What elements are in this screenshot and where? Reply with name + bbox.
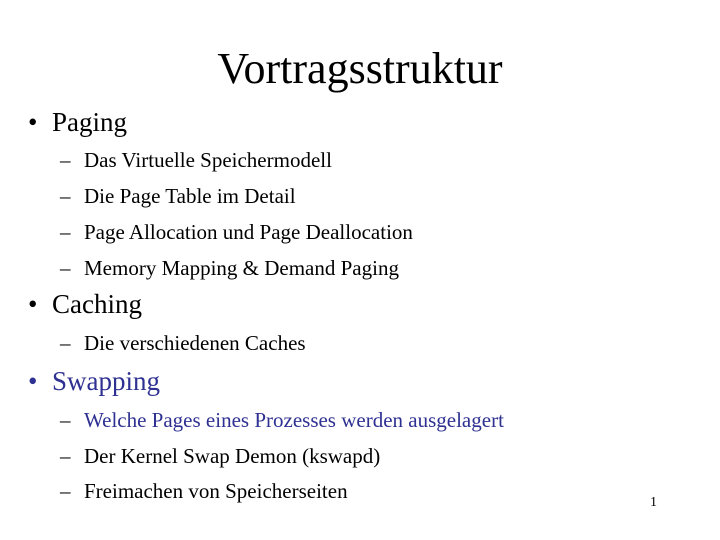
section-paging (28, 106, 127, 138)
list-item-text: Das Virtuelle Speichermodell (84, 148, 332, 172)
list-item-text: Welche Pages eines Prozesses werden ausgelagert (84, 408, 504, 432)
list-item-text: Memory Mapping & Demand Paging (84, 256, 399, 280)
list-item-text: Der Kernel Swap Demon (kswapd) (84, 444, 381, 468)
section-label: Swapping (52, 366, 160, 396)
list-item (60, 330, 306, 356)
bullet-icon: • (28, 107, 38, 137)
dash-icon: – (60, 408, 71, 432)
list-item (60, 255, 399, 281)
list-item (60, 147, 332, 173)
list-item-text: Page Allocation und Page Deallocation (84, 220, 413, 244)
dash-icon: – (60, 331, 71, 355)
list-item (60, 183, 296, 209)
dash-icon: – (60, 256, 71, 280)
page-number: 1 (650, 495, 657, 510)
dash-icon: – (60, 479, 71, 503)
list-item-text: Freimachen von Speicherseiten (84, 479, 348, 503)
section-caching (28, 288, 142, 320)
list-item (60, 478, 348, 504)
dash-icon: – (60, 148, 71, 172)
list-item (60, 219, 413, 245)
dash-icon: – (60, 220, 71, 244)
section-label: Paging (52, 107, 128, 137)
list-item-text: Die Page Table im Detail (84, 184, 296, 208)
section-label: Caching (52, 289, 142, 319)
dash-icon: – (60, 184, 71, 208)
list-item (60, 443, 380, 469)
list-item-text: Die verschiedenen Caches (84, 331, 306, 355)
list-item (60, 407, 504, 433)
bullet-icon: • (28, 366, 38, 396)
dash-icon: – (60, 444, 71, 468)
bullet-icon: • (28, 289, 38, 319)
slide-title: Vortragsstruktur (217, 44, 503, 93)
section-swapping (28, 365, 160, 397)
